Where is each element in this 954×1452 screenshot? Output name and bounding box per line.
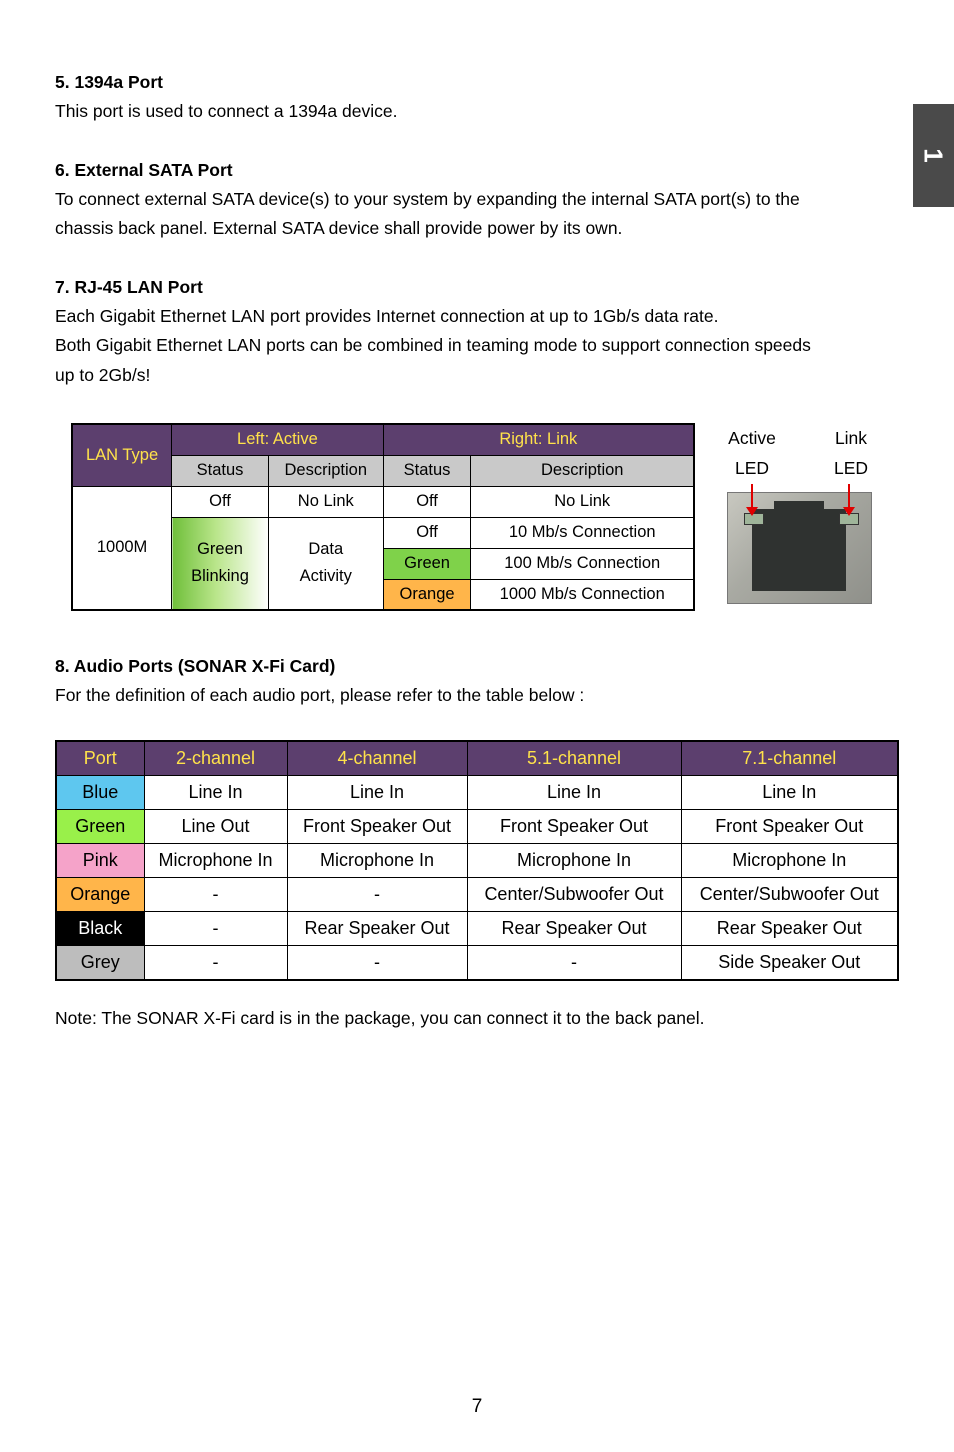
section-6-body-line2: chassis back panel. External SATA device shall provide power by its own. bbox=[55, 218, 623, 238]
table-cell: Rear Speaker Out bbox=[467, 912, 681, 946]
table-cell: Front Speaker Out bbox=[681, 810, 898, 844]
table-cell: Line In bbox=[681, 776, 898, 810]
table-cell: Line In bbox=[287, 776, 467, 810]
blink-line2: Blinking bbox=[191, 567, 249, 586]
left-status-green-blinking bbox=[172, 517, 269, 610]
section-7-body-line1: Each Gigabit Ethernet LAN port provides Internet connection at up to 1Gb/s data rate. bbox=[55, 305, 719, 326]
link-led-label-line2: LED bbox=[833, 457, 869, 478]
section-7-body-line3: up to 2Gb/s! bbox=[55, 364, 151, 385]
port-color-cell: Orange bbox=[56, 878, 144, 912]
table-cell: - bbox=[467, 946, 681, 981]
audio-header-2ch: 2-channel bbox=[144, 741, 287, 776]
section-8-body: For the definition of each audio port, please refer to the table below : bbox=[55, 685, 585, 705]
left-desc-data-activity bbox=[268, 517, 383, 610]
right-desc-cell: 1000 Mb/s Connection bbox=[471, 579, 694, 610]
section-7-body-line2: Both Gigabit Ethernet LAN ports can be combined in teaming mode to support connection speeds bbox=[55, 335, 811, 355]
footnote: Note: The SONAR X-Fi card is in the package, you can connect it to the back panel. bbox=[55, 1008, 705, 1028]
port-color-cell: Blue bbox=[56, 776, 144, 810]
section-5-body: This port is used to connect a 1394a device. bbox=[55, 101, 398, 121]
link-led-label-line1: Link bbox=[834, 428, 868, 448]
activity-line1: Data bbox=[308, 540, 344, 559]
right-description-header: Description bbox=[471, 455, 694, 486]
table-cell: Side Speaker Out bbox=[681, 946, 898, 981]
table-cell: Line In bbox=[467, 776, 681, 810]
port-color-cell: Grey bbox=[56, 946, 144, 981]
left-status-header: Status bbox=[172, 455, 269, 486]
table-row bbox=[56, 844, 898, 878]
table-cell: Line Out bbox=[144, 810, 287, 844]
left-active-header: Left: Active bbox=[172, 424, 384, 455]
section-7-title: 7. RJ-45 LAN Port bbox=[55, 276, 203, 297]
lan-led-table bbox=[71, 423, 695, 611]
table-cell: - bbox=[144, 912, 287, 946]
table-cell: Line In bbox=[144, 776, 287, 810]
table-cell: Front Speaker Out bbox=[467, 810, 681, 844]
table-row bbox=[56, 878, 898, 912]
table-cell: Microphone In bbox=[467, 844, 681, 878]
left-description-header: Description bbox=[268, 455, 383, 486]
table-cell: Microphone In bbox=[681, 844, 898, 878]
activity-line2: Activity bbox=[299, 567, 352, 586]
audio-header-51ch: 5.1-channel bbox=[467, 741, 681, 776]
lan-type-header: LAN Type bbox=[72, 424, 172, 486]
table-cell: Microphone In bbox=[287, 844, 467, 878]
table-row bbox=[56, 946, 898, 981]
audio-header-4ch: 4-channel bbox=[287, 741, 467, 776]
table-row bbox=[56, 912, 898, 946]
lan-speed-cell: 1000M bbox=[72, 486, 172, 610]
link-led-arrow-icon bbox=[848, 484, 850, 508]
blink-line1: Green bbox=[197, 540, 243, 559]
link-led-label bbox=[815, 424, 887, 483]
page-body bbox=[55, 68, 905, 390]
table-row bbox=[56, 776, 898, 810]
audio-ports-table bbox=[55, 740, 899, 981]
right-status-cell: Off bbox=[383, 486, 471, 517]
table-cell: - bbox=[287, 878, 467, 912]
right-status-header: Status bbox=[383, 455, 471, 486]
right-link-header: Right: Link bbox=[383, 424, 694, 455]
active-led-label-line1: Active bbox=[728, 428, 776, 448]
audio-header-port: Port bbox=[56, 741, 144, 776]
table-cell: Front Speaker Out bbox=[287, 810, 467, 844]
section-8-title: 8. Audio Ports (SONAR X-Fi Card) bbox=[55, 656, 336, 676]
table-cell: Microphone In bbox=[144, 844, 287, 878]
right-status-cell: Orange bbox=[383, 579, 471, 610]
table-cell: - bbox=[287, 946, 467, 981]
chapter-number: 1 bbox=[919, 148, 949, 163]
table-cell: Center/Subwoofer Out bbox=[681, 878, 898, 912]
active-led-label-line2: LED bbox=[734, 457, 770, 478]
active-led-label bbox=[716, 424, 788, 483]
table-cell: - bbox=[144, 946, 287, 981]
table-row bbox=[56, 810, 898, 844]
section-6-body-line1: To connect external SATA device(s) to your system by expanding the internal SATA port(s) to the bbox=[55, 188, 800, 209]
right-desc-cell: No Link bbox=[471, 486, 694, 517]
table-cell: Rear Speaker Out bbox=[681, 912, 898, 946]
port-color-cell: Pink bbox=[56, 844, 144, 878]
right-status-cell: Green bbox=[383, 548, 471, 579]
section-5-title: 5. 1394a Port bbox=[55, 72, 163, 92]
left-desc-no-link: No Link bbox=[268, 486, 383, 517]
port-color-cell: Green bbox=[56, 810, 144, 844]
chapter-tab bbox=[913, 104, 954, 207]
table-cell: Center/Subwoofer Out bbox=[467, 878, 681, 912]
right-status-cell: Off bbox=[383, 517, 471, 548]
audio-header-71ch: 7.1-channel bbox=[681, 741, 898, 776]
right-desc-cell: 10 Mb/s Connection bbox=[471, 517, 694, 548]
port-color-cell: Black bbox=[56, 912, 144, 946]
table-cell: Rear Speaker Out bbox=[287, 912, 467, 946]
table-cell: - bbox=[144, 878, 287, 912]
left-status-off: Off bbox=[172, 486, 269, 517]
section-6-title: 6. External SATA Port bbox=[55, 159, 233, 180]
right-desc-cell: 100 Mb/s Connection bbox=[471, 548, 694, 579]
page-number: 7 bbox=[471, 1396, 483, 1417]
active-led-arrow-icon bbox=[751, 484, 753, 508]
